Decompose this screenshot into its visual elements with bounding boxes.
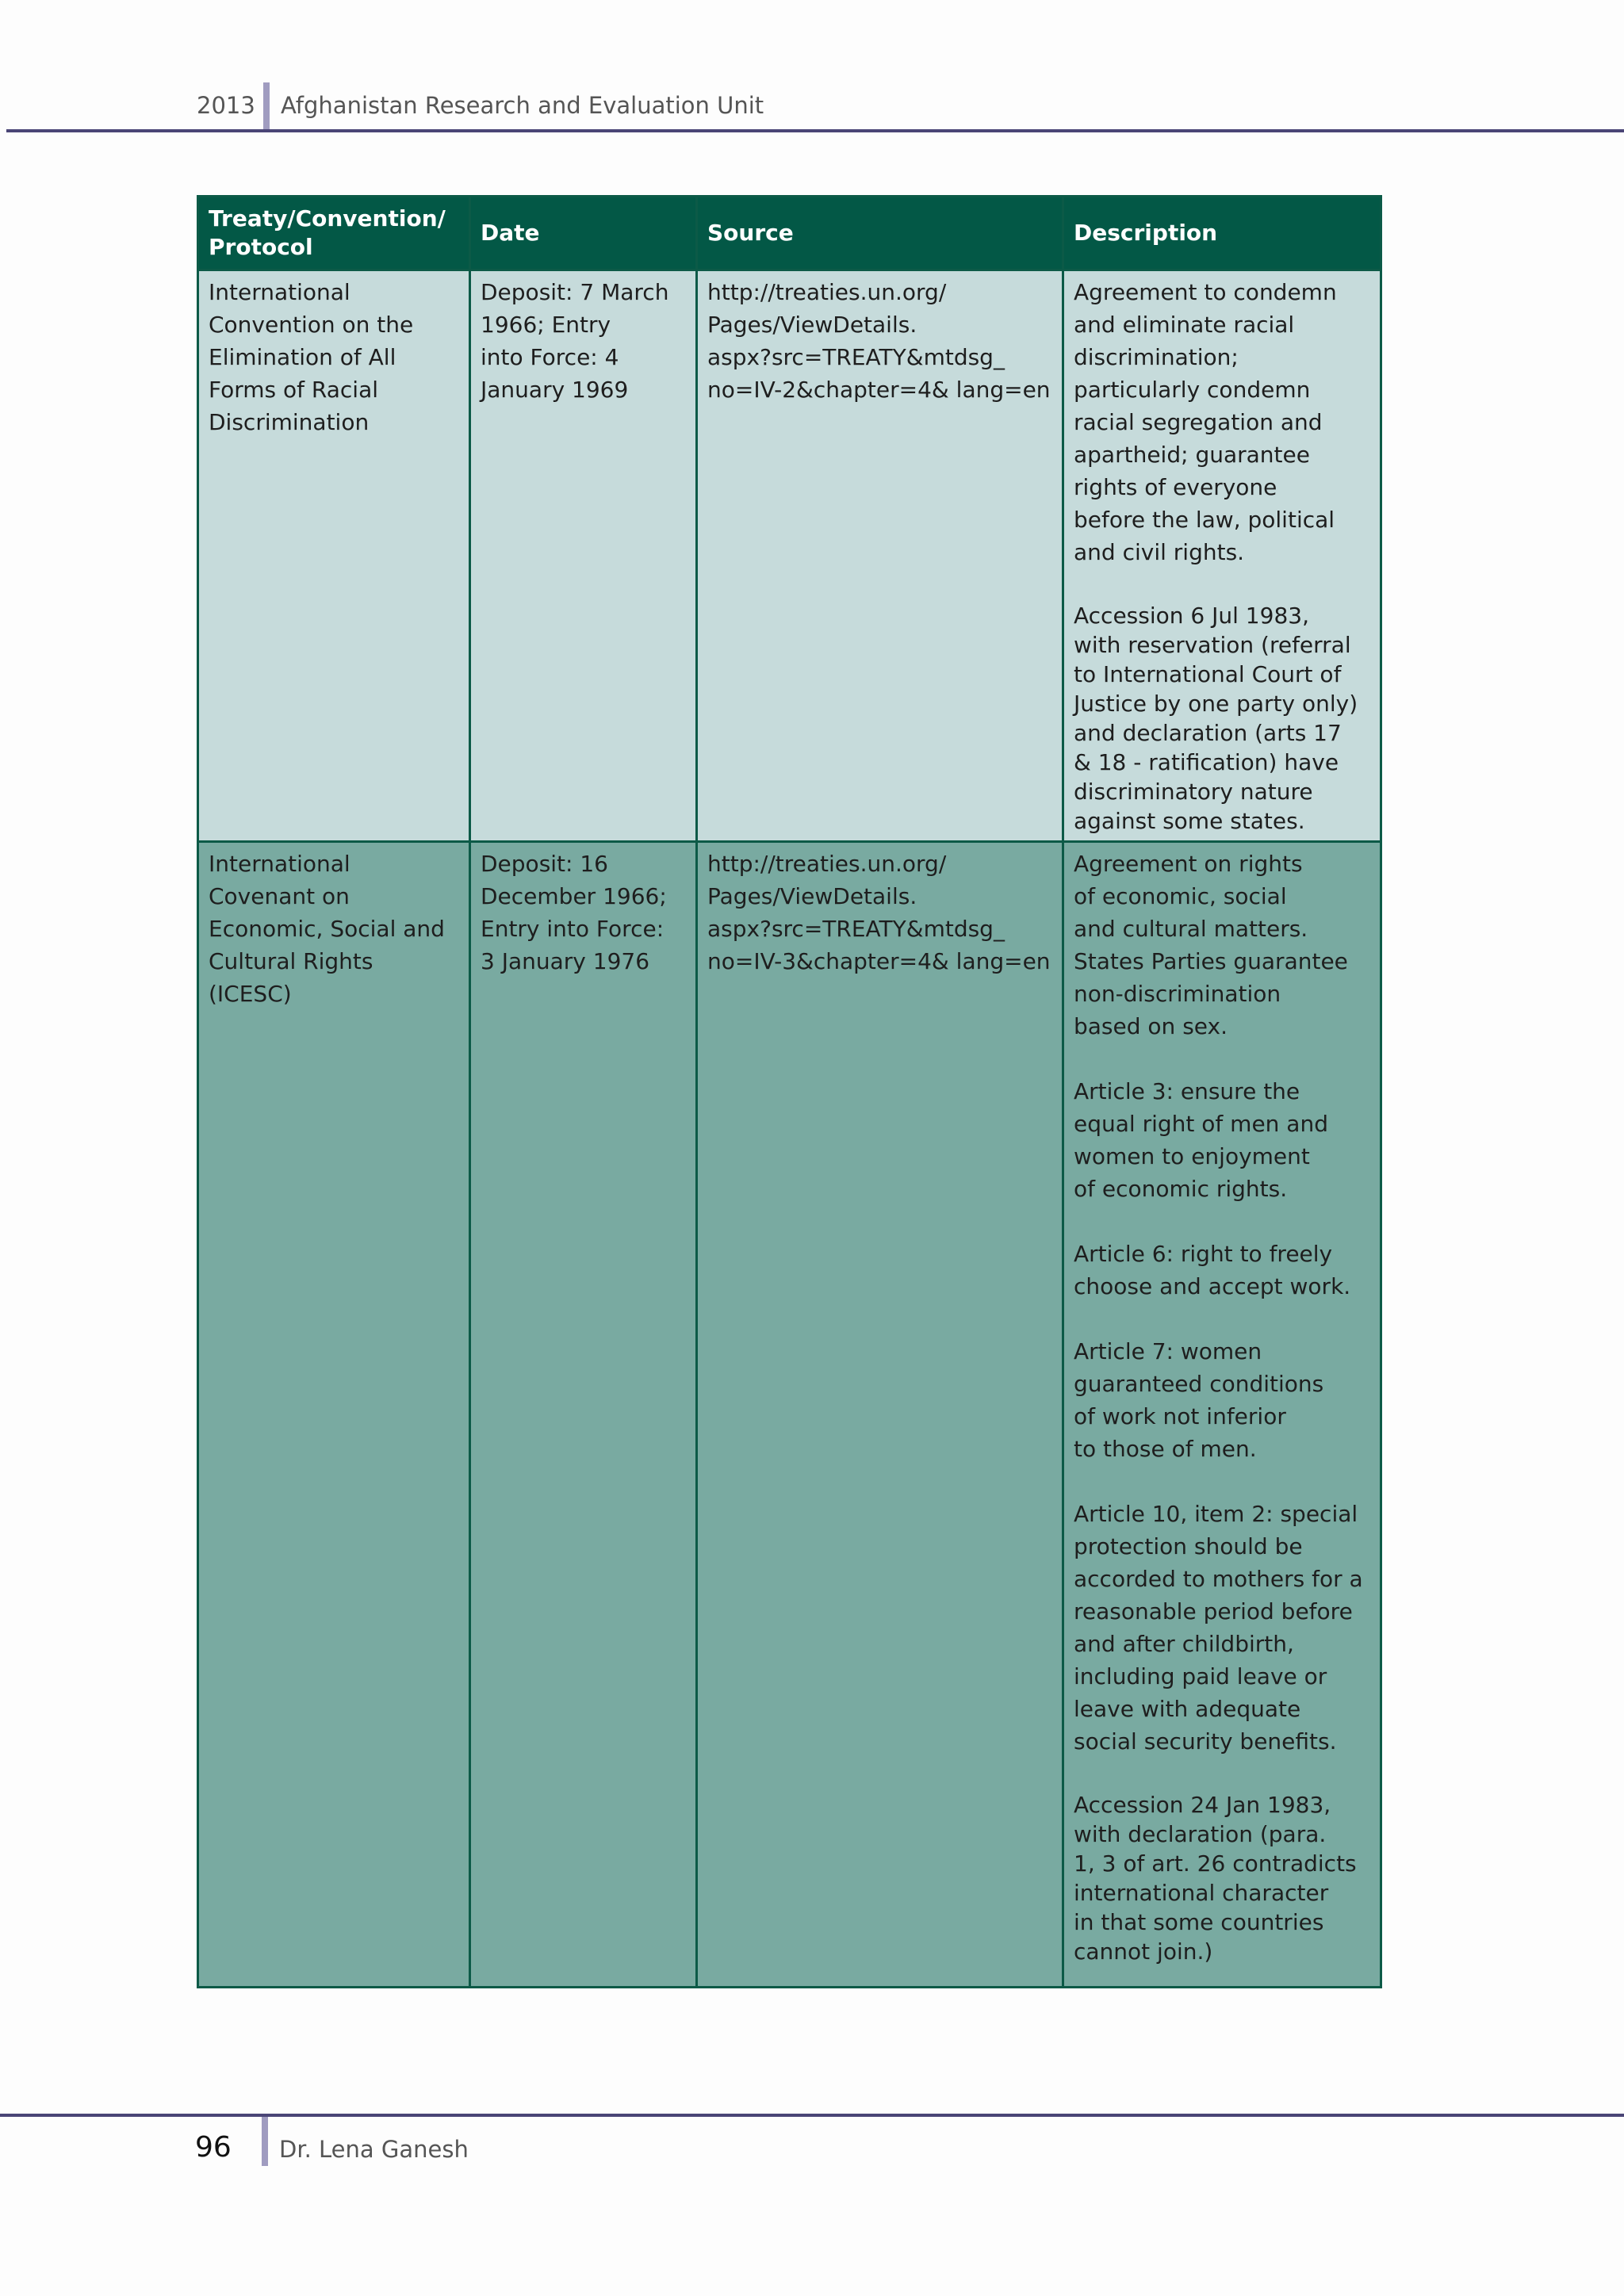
treaty-cell: International Covenant on Economic, Social and Cultural Rights (ICESC) xyxy=(198,842,470,1988)
accession-note: Accession 6 Jul 1983, with reservation (referral to International Court of Justice by one party only) and declaration (arts 17 & 18 - ratification) have discriminatory nature against some states. xyxy=(1074,603,1358,834)
table-row xyxy=(198,842,1381,1988)
table-row xyxy=(198,270,1381,842)
description-text: Agreement on rights of economic, social and cultural matters. States Parties guarantee non-discrimination based on sex. Article 3: ensure the equal right of men and women to enjoyment of economic rights. Article 6: right to freely choose and accept work. Article 7: women guaranteed conditions of work not inferior to those of men. Article 10, item 2: special protection should be accorded to mothers for a reasonable period before and after childbirth, including paid leave or leave with adequate social security benefits. xyxy=(1074,851,1363,1755)
date-cell: Deposit: 16 December 1966; Entry into Force: 3 January 1976 xyxy=(470,842,697,1988)
header-rule xyxy=(6,129,1624,132)
footer-rule xyxy=(0,2114,1624,2117)
description-cell xyxy=(1063,270,1381,842)
page-number: 96 xyxy=(195,2131,232,2164)
treaty-cell: International Convention on the Elimination of All Forms of Racial Discrimination xyxy=(198,270,470,842)
description-text: Agreement to condemn and eliminate racial discrimination; particularly condemn racial segregation and apartheid; guarantee rights of everyone before the law, political and civil rights. xyxy=(1074,279,1337,565)
date-cell: Deposit: 7 March 1966; Entry into Force: 4 January 1969 xyxy=(470,270,697,842)
accession-note: Accession 24 Jan 1983, with declaration (para. 1, 3 of art. 26 contradicts international character in that some countries cannot join.) xyxy=(1074,1792,1357,1965)
description-cell xyxy=(1063,842,1381,1988)
header-year: 2013 xyxy=(197,92,255,119)
table-header-row xyxy=(198,197,1381,270)
header-title: Afghanistan Research and Evaluation Unit xyxy=(281,92,764,119)
column-header-description: Description xyxy=(1063,197,1381,270)
column-header-date: Date xyxy=(470,197,697,270)
header-divider xyxy=(263,82,270,132)
treaty-table xyxy=(197,195,1382,1988)
column-header-treaty: Treaty/Convention/ Protocol xyxy=(198,197,470,270)
source-cell: http://treaties.un.org/ Pages/ViewDetails. aspx?src=TREATY&mtdsg_ no=IV-2&chapter=4& lang=en xyxy=(697,270,1063,842)
footer-author: Dr. Lena Ganesh xyxy=(279,2136,469,2163)
page-header xyxy=(0,79,1624,135)
column-header-source: Source xyxy=(697,197,1063,270)
footer-divider xyxy=(262,2117,268,2166)
source-cell: http://treaties.un.org/ Pages/ViewDetails. aspx?src=TREATY&mtdsg_ no=IV-3&chapter=4& lang=en xyxy=(697,842,1063,1988)
